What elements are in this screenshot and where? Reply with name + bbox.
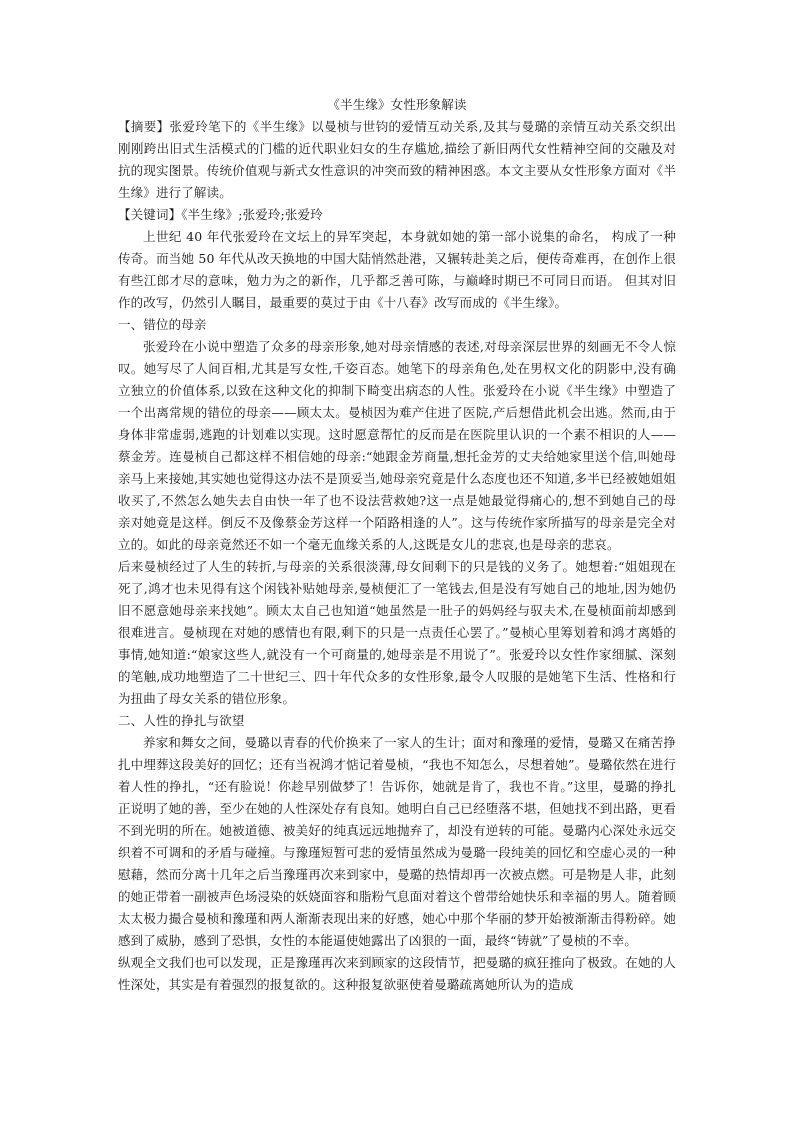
document-page xyxy=(118,94,676,996)
section1-paragraph-1: 张爱玲在小说中塑造了众多的母亲形象,她对母亲情感的表述,对母亲深层世界的刻画无不令人惊叹。她写尽了人间百相,尤其是写女性,千姿百态。她笔下的母亲角色,处在男权文化的阴影中,没有确立独立的价值体系,以致在这种文化的抑制下畸变出病态的人性。张爱玲在小说《半生缘》中塑造了一个出离常规的错位的母亲——顾太太。曼桢因为难产住进了医院,产后想借此机会出逃。然而,由于身体非常虚弱,逃跑的计划难以实现。这时愿意帮忙的反而是在医院里认识的一个素不相识的人——蔡金芳。连曼桢自己都这样不相信她的母亲:“她跟金芳商量,想托金芳的丈夫给她家里送个信,叫她母亲马上来接她,其实她也觉得这办法不是顶妥当,她母亲究竟是什么态度也还不知道,多半已经被她姐姐收买了,不然怎么她失去自由快一年了也不设法营救她?这一点是她最觉得痛心的,想不到她自己的母亲对她竟是这样。倒反不及像蔡金芳这样一个陌路相逢的人”。这与传统作家所描写的母亲是完全对立的。如此的母亲竟然还不如一个毫无血缘关系的人,这既是女儿的悲哀,也是母亲的悲哀。 xyxy=(118,339,676,552)
section2-paragraph-1: 养家和舞女之间，曼璐以青春的代价换来了一家人的生计；面对和豫瑾的爱情，曼璐又在痛苦挣扎中埋葬这段美好的回忆；还有当祝鸿才惦记着曼桢，“我也不知怎么，尽想着她”。曼璐依然在进行着人性的挣扎，“还有脸说！你趁早别做梦了！告诉你，她就是肯了，我也不肯。”这里，曼璐的挣扎正说明了她的善，至少在她的人性深处存有良知。她明白自己已经堕落不堪，但她找不到出路，更看不到光明的所在。她被道德、被美好的纯真远远地抛弃了，却没有逆转的可能。曼璐内心深处永远交织着不可调和的矛盾与碰撞。与豫瑾短暂可悲的爱情虽然成为曼璐一段纯美的回忆和空虚心灵的一种慰藉，然而分离十几年之后当豫瑾再次来到家中，曼璐的热情却再一次被点燃。可是物是人非，此刻的她正带着一副被声色场浸染的妖娆面容和脂粉气息面对着这个曾带给她快乐和幸福的男人。随着顾太太极力撮合曼桢和豫瑾和两人渐渐表现出来的好感，她心中那个华丽的梦开始被渐渐击得粉碎。她感到了威胁，感到了恐惧，女性的本能逼使她露出了凶狠的一面，最终“铸就”了曼桢的不幸。 xyxy=(118,735,676,948)
abstract-paragraph: 【摘要】张爱玲笔下的《半生缘》以曼桢与世钧的爱情互动关系,及其与曼璐的亲情互动关系交织出刚刚跨出旧式生活模式的门槛的近代职业妇女的生存尴尬,描绘了新旧两代女性精神空间的交融及对抗的现实图景。传统价值观与新式女性意识的冲突而致的精神困惑。本文主要从女性形象方面对《半生缘》进行了解读。 xyxy=(118,119,676,200)
section2-paragraph-2: 纵观全文我们也可以发现，正是豫瑾再次来到顾家的这段情节，把曼璐的疯狂推向了极致。在她的人性深处，其实是有着强烈的报复欲的。这种报复欲驱使着曼璐疏离她所认为的造成 xyxy=(118,955,676,992)
section-heading-1: 一、错位的母亲 xyxy=(118,317,207,332)
section-heading-2: 二、人性的挣扎与欲望 xyxy=(118,713,245,728)
document-title: 《半生缘》女性形象解读 xyxy=(327,97,467,112)
section1-paragraph-2: 后来曼桢经过了人生的转折,与母亲的关系很淡薄,母女间剩下的只是钱的义务了。她想着:“姐姐现在死了,鸿才也未见得有这个闲钱补贴她母亲,曼桢便汇了一笔钱去,但是没有写她自己的地址,因为她仍旧不愿意她母亲来找她”。顾太太自己也知道“她虽然是一肚子的妈妈经与驭夫术,在曼桢面前却感到很难进言。曼桢现在对她的感情也有限,剩下的只是一点责任心罢了。”曼桢心里筹划着和鸿才离婚的事情,她知道:“娘家这些人,就没有一个可商量的,她母亲是不用说了”。张爱玲以女性作家细腻、深刻的笔触,成功地塑造了二十世纪三、四十年代众多的女性形象,最令人叹服的是她笔下生活、性格和行为扭曲了母女关系的错位形象。 xyxy=(118,559,676,706)
keywords-line: 【关键词】《半生缘》;张爱玲;张爱玲 xyxy=(118,207,323,222)
intro-paragraph: 上世纪 40 年代张爱玲在文坛上的异军突起，本身就如她的第一部小说集的命名， 构成了一种传奇。而当她 50 年代从改天换地的中国大陆悄然赴港，又辗转赴美之后，便传奇难再，在创作上很有些江郎才尽的意味，勉力为之的新作，几乎都乏善可陈，与巅峰时期已不可同日而语。 但其对旧作的改写，仍然引人瞩目，最重要的莫过于由《十八春》改写而成的《半生缘》。 xyxy=(118,229,676,310)
